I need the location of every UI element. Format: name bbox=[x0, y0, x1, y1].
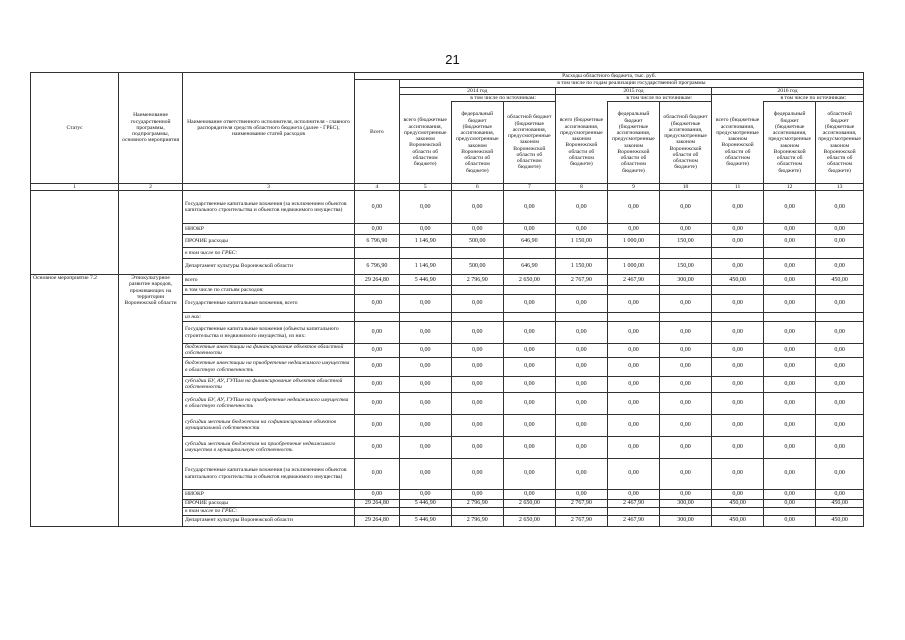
value-cell: 646,90 bbox=[503, 235, 555, 248]
value-cell: 2 467,90 bbox=[607, 515, 659, 526]
program-cell bbox=[119, 191, 183, 275]
value-cell bbox=[607, 313, 659, 322]
value-cell: 0,00 bbox=[503, 436, 555, 458]
row-label: в том числе по ГРБС: bbox=[182, 248, 354, 259]
row-label: бюджетные инвестиции на приобретение недвижимого имущества в областную собственность bbox=[182, 357, 354, 376]
value-cell: 0,00 bbox=[503, 489, 555, 499]
value-cell: 0,00 bbox=[712, 357, 764, 376]
value-cell: 0,00 bbox=[399, 376, 451, 392]
value-cell: 0,00 bbox=[503, 376, 555, 392]
col-regional-2014: областной бюджет (бюджетные ассигнования, предусмотренные законом Воронежской области об областном бюджете) bbox=[503, 102, 555, 184]
value-cell: 0,00 bbox=[660, 295, 712, 313]
value-cell: 1 146,90 bbox=[399, 235, 451, 248]
value-cell: 0,00 bbox=[451, 414, 503, 436]
value-cell: 0,00 bbox=[764, 489, 816, 499]
value-cell: 0,00 bbox=[816, 458, 864, 489]
value-cell: 0,00 bbox=[355, 295, 400, 313]
expenses-title: Расходы областного бюджета, тыс. руб. bbox=[355, 73, 864, 80]
value-cell: 0,00 bbox=[764, 259, 816, 275]
value-cell: 0,00 bbox=[764, 191, 816, 224]
value-cell: 29 264,80 bbox=[355, 499, 400, 507]
row-label: Департамент культуры Воронежской области bbox=[182, 515, 354, 526]
value-cell: 0,00 bbox=[816, 295, 864, 313]
column-number: 11 bbox=[712, 184, 764, 191]
value-cell: 0,00 bbox=[355, 344, 400, 358]
row-label: субсидии местным бюджетам на приобретение недвижимого имущества в муниципальную собственность bbox=[182, 436, 354, 458]
value-cell: 0,00 bbox=[451, 436, 503, 458]
program-name-header: Наименование государственной программы, подпрограммы, основного мероприятия bbox=[119, 73, 183, 184]
value-cell: 0,00 bbox=[712, 392, 764, 414]
row-label: Государственные капитальные вложения (за исключением объектов капитального строительства и объектов недвижимого имущества) bbox=[182, 191, 354, 224]
value-cell: 0,00 bbox=[712, 224, 764, 235]
value-cell bbox=[451, 248, 503, 259]
value-cell: 0,00 bbox=[712, 344, 764, 358]
value-cell: 0,00 bbox=[399, 357, 451, 376]
value-cell: 0,00 bbox=[712, 376, 764, 392]
sources-label-2014: в том числе по источникам: bbox=[451, 94, 555, 101]
value-cell: 0,00 bbox=[660, 224, 712, 235]
value-cell: 0,00 bbox=[712, 322, 764, 344]
value-cell: 0,00 bbox=[399, 224, 451, 235]
value-cell: 0,00 bbox=[399, 344, 451, 358]
value-cell: 0,00 bbox=[355, 489, 400, 499]
row-label: бюджетные инвестиции на финансирование объектов областной собственности bbox=[182, 344, 354, 358]
row-label: ПРОЧИЕ расходы bbox=[182, 235, 354, 248]
value-cell bbox=[607, 507, 659, 515]
value-cell bbox=[355, 248, 400, 259]
value-cell: 0,00 bbox=[660, 376, 712, 392]
row-label: НИОКР bbox=[182, 489, 354, 499]
column-number: 10 bbox=[660, 184, 712, 191]
value-cell: 0,00 bbox=[816, 322, 864, 344]
value-cell: 1 000,00 bbox=[607, 235, 659, 248]
value-cell: 0,00 bbox=[555, 392, 607, 414]
col-all-2015: всего (бюджетные ассигнования, предусмотренные законом Воронежской области об областном бюджете) bbox=[555, 102, 607, 184]
table-row bbox=[31, 191, 864, 224]
value-cell: 0,00 bbox=[451, 295, 503, 313]
value-cell: 0,00 bbox=[764, 414, 816, 436]
value-cell: 0,00 bbox=[355, 322, 400, 344]
value-cell: 0,00 bbox=[555, 322, 607, 344]
row-label: Департамент культуры Воронежской области bbox=[182, 259, 354, 275]
by-years-header: в том числе по годам реализации государственной программы bbox=[399, 80, 863, 87]
value-cell: 500,00 bbox=[451, 259, 503, 275]
value-cell: 0,00 bbox=[764, 295, 816, 313]
value-cell: 0,00 bbox=[355, 392, 400, 414]
value-cell: 0,00 bbox=[355, 436, 400, 458]
value-cell: 1 150,00 bbox=[555, 259, 607, 275]
row-label: из них: bbox=[182, 313, 354, 322]
value-cell: 0,00 bbox=[399, 295, 451, 313]
column-number: 3 bbox=[182, 184, 354, 191]
value-cell: 0,00 bbox=[399, 489, 451, 499]
value-cell: 0,00 bbox=[555, 436, 607, 458]
value-cell: 0,00 bbox=[712, 295, 764, 313]
value-cell: 0,00 bbox=[555, 376, 607, 392]
value-cell: 1 146,90 bbox=[399, 259, 451, 275]
value-cell: 0,00 bbox=[660, 414, 712, 436]
value-cell: 0,00 bbox=[712, 489, 764, 499]
value-cell: 0,00 bbox=[555, 224, 607, 235]
row-label: Государственные капитальные вложения (объекты капитального строительства и недвижимого имущества), из них: bbox=[182, 322, 354, 344]
value-cell: 0,00 bbox=[816, 344, 864, 358]
year-2014: 2014 год bbox=[399, 87, 555, 94]
value-cell: 2 767,90 bbox=[555, 275, 607, 286]
value-cell: 0,00 bbox=[660, 357, 712, 376]
value-cell: 0,00 bbox=[607, 376, 659, 392]
value-cell: 0,00 bbox=[355, 376, 400, 392]
value-cell: 5 446,90 bbox=[399, 275, 451, 286]
value-cell: 0,00 bbox=[660, 458, 712, 489]
value-cell: 0,00 bbox=[555, 458, 607, 489]
value-cell bbox=[712, 507, 764, 515]
column-number: 2 bbox=[119, 184, 183, 191]
value-cell: 0,00 bbox=[712, 191, 764, 224]
page-number: 21 bbox=[445, 52, 460, 67]
value-cell: 2 650,00 bbox=[503, 275, 555, 286]
value-cell: 0,00 bbox=[816, 489, 864, 499]
value-cell bbox=[355, 507, 400, 515]
value-cell: 0,00 bbox=[451, 392, 503, 414]
value-cell bbox=[764, 248, 816, 259]
value-cell bbox=[355, 286, 400, 295]
value-cell bbox=[816, 286, 864, 295]
value-cell: 0,00 bbox=[764, 392, 816, 414]
value-cell bbox=[660, 286, 712, 295]
column-number: 8 bbox=[555, 184, 607, 191]
value-cell: 0,00 bbox=[607, 322, 659, 344]
value-cell: 2 467,90 bbox=[607, 499, 659, 507]
row-label: всего bbox=[182, 275, 354, 286]
value-cell bbox=[451, 286, 503, 295]
value-cell: 1 150,00 bbox=[555, 235, 607, 248]
value-cell: 0,00 bbox=[555, 357, 607, 376]
value-cell bbox=[555, 507, 607, 515]
value-cell bbox=[503, 286, 555, 295]
value-cell: 0,00 bbox=[764, 322, 816, 344]
col-federal-2014: федеральный бюджет (бюджетные ассигнования, предусмотренные законом Воронежской области об областном бюджете) bbox=[451, 102, 503, 184]
value-cell bbox=[816, 313, 864, 322]
value-cell bbox=[764, 286, 816, 295]
value-cell: 0,00 bbox=[712, 458, 764, 489]
value-cell: 0,00 bbox=[451, 357, 503, 376]
value-cell: 0,00 bbox=[660, 392, 712, 414]
value-cell: 0,00 bbox=[503, 191, 555, 224]
value-cell: 0,00 bbox=[607, 392, 659, 414]
col-federal-2015: федеральный бюджет (бюджетные ассигнования, предусмотренные законом Воронежской области об областном бюджете) bbox=[607, 102, 659, 184]
value-cell: 450,00 bbox=[816, 499, 864, 507]
year-2015: 2015 год bbox=[555, 87, 711, 94]
column-number: 4 bbox=[355, 184, 400, 191]
value-cell: 6 796,90 bbox=[355, 259, 400, 275]
value-cell bbox=[399, 313, 451, 322]
row-label: ПРОЧИЕ расходы bbox=[182, 499, 354, 507]
value-cell bbox=[712, 313, 764, 322]
value-cell bbox=[764, 313, 816, 322]
value-cell: 0,00 bbox=[712, 235, 764, 248]
value-cell: 0,00 bbox=[660, 489, 712, 499]
value-cell bbox=[555, 286, 607, 295]
value-cell: 0,00 bbox=[712, 259, 764, 275]
value-cell: 1 000,00 bbox=[607, 259, 659, 275]
value-cell: 0,00 bbox=[816, 357, 864, 376]
value-cell: 0,00 bbox=[816, 414, 864, 436]
value-cell bbox=[451, 507, 503, 515]
value-cell: 29 264,80 bbox=[355, 515, 400, 526]
value-cell: 300,00 bbox=[660, 515, 712, 526]
value-cell: 0,00 bbox=[816, 376, 864, 392]
value-cell: 450,00 bbox=[712, 515, 764, 526]
value-cell: 0,00 bbox=[355, 458, 400, 489]
value-cell: 0,00 bbox=[399, 392, 451, 414]
status-cell: Основное мероприятие 7.2 bbox=[31, 275, 119, 527]
column-number: 13 bbox=[816, 184, 864, 191]
value-cell: 450,00 bbox=[816, 275, 864, 286]
value-cell bbox=[555, 248, 607, 259]
value-cell: 2 796,90 bbox=[451, 499, 503, 507]
value-cell: 300,00 bbox=[660, 499, 712, 507]
value-cell: 0,00 bbox=[503, 357, 555, 376]
value-cell bbox=[660, 248, 712, 259]
value-cell: 0,00 bbox=[607, 357, 659, 376]
value-cell: 0,00 bbox=[451, 376, 503, 392]
col-regional-2015: областной бюджет (бюджетные ассигнования, предусмотренные законом Воронежской области об областном бюджете) bbox=[660, 102, 712, 184]
value-cell: 0,00 bbox=[555, 295, 607, 313]
value-cell: 0,00 bbox=[816, 191, 864, 224]
column-number: 12 bbox=[764, 184, 816, 191]
value-cell: 0,00 bbox=[399, 458, 451, 489]
row-label: Государственные капитальные вложения, всего bbox=[182, 295, 354, 313]
value-cell: 0,00 bbox=[607, 489, 659, 499]
value-cell: 2 796,90 bbox=[451, 275, 503, 286]
value-cell: 5 446,90 bbox=[399, 499, 451, 507]
total-header: Всего bbox=[355, 80, 400, 184]
sources-label-2016: в том числе по источникам: bbox=[764, 94, 864, 101]
value-cell: 0,00 bbox=[555, 414, 607, 436]
value-cell: 150,00 bbox=[660, 235, 712, 248]
value-cell: 0,00 bbox=[607, 224, 659, 235]
value-cell bbox=[816, 248, 864, 259]
value-cell bbox=[660, 507, 712, 515]
value-cell: 0,00 bbox=[503, 414, 555, 436]
value-cell: 0,00 bbox=[712, 436, 764, 458]
row-label: НИОКР bbox=[182, 224, 354, 235]
value-cell: 0,00 bbox=[660, 322, 712, 344]
row-label: субсидии местным бюджетам на софинансирование объектов муниципальной собственности bbox=[182, 414, 354, 436]
value-cell bbox=[660, 313, 712, 322]
value-cell bbox=[399, 507, 451, 515]
value-cell: 0,00 bbox=[607, 414, 659, 436]
value-cell: 0,00 bbox=[451, 322, 503, 344]
table-row bbox=[31, 275, 864, 286]
value-cell bbox=[764, 507, 816, 515]
value-cell: 0,00 bbox=[607, 436, 659, 458]
column-numbers-row bbox=[31, 184, 864, 191]
value-cell: 0,00 bbox=[764, 235, 816, 248]
value-cell: 0,00 bbox=[660, 344, 712, 358]
value-cell: 0,00 bbox=[399, 414, 451, 436]
column-number: 5 bbox=[399, 184, 451, 191]
value-cell: 0,00 bbox=[555, 344, 607, 358]
value-cell: 0,00 bbox=[399, 191, 451, 224]
value-cell: 0,00 bbox=[503, 224, 555, 235]
value-cell bbox=[607, 286, 659, 295]
value-cell: 0,00 bbox=[764, 376, 816, 392]
value-cell: 2 767,90 bbox=[555, 499, 607, 507]
value-cell: 0,00 bbox=[555, 191, 607, 224]
value-cell: 6 796,90 bbox=[355, 235, 400, 248]
value-cell bbox=[503, 507, 555, 515]
col-all-2014: всего (бюджетные ассигнования, предусмотренные законом Воронежской области об областном бюджете) bbox=[399, 102, 451, 184]
value-cell: 2 767,90 bbox=[555, 515, 607, 526]
value-cell: 0,00 bbox=[660, 436, 712, 458]
program-cell: Этнокультурное развитие народов, проживающих на территории Воронежской области bbox=[119, 275, 183, 527]
value-cell: 5 446,90 bbox=[399, 515, 451, 526]
row-label: субсидии БУ, АУ, ГУПам на приобретение недвижимого имущества в областную собственность bbox=[182, 392, 354, 414]
value-cell: 0,00 bbox=[712, 414, 764, 436]
value-cell: 2 650,00 bbox=[503, 499, 555, 507]
value-cell: 0,00 bbox=[355, 224, 400, 235]
executor-header: Наименование ответственного исполнителя, исполнителя - главного распорядителя средств областного бюджета (далее - ГРБС), наименование статей расходов bbox=[182, 73, 354, 184]
value-cell: 0,00 bbox=[764, 515, 816, 526]
value-cell: 0,00 bbox=[607, 344, 659, 358]
value-cell: 0,00 bbox=[764, 499, 816, 507]
value-cell: 0,00 bbox=[816, 392, 864, 414]
value-cell bbox=[503, 313, 555, 322]
value-cell bbox=[712, 248, 764, 259]
value-cell: 450,00 bbox=[712, 499, 764, 507]
value-cell bbox=[712, 286, 764, 295]
value-cell: 0,00 bbox=[503, 392, 555, 414]
value-cell: 0,00 bbox=[764, 224, 816, 235]
value-cell: 450,00 bbox=[712, 275, 764, 286]
value-cell: 0,00 bbox=[451, 224, 503, 235]
value-cell: 0,00 bbox=[607, 458, 659, 489]
value-cell: 0,00 bbox=[451, 344, 503, 358]
value-cell: 0,00 bbox=[399, 322, 451, 344]
value-cell: 0,00 bbox=[555, 489, 607, 499]
value-cell: 300,00 bbox=[660, 275, 712, 286]
row-label: в том числе по статьям расходов: bbox=[182, 286, 354, 295]
value-cell: 0,00 bbox=[764, 436, 816, 458]
value-cell: 0,00 bbox=[816, 224, 864, 235]
value-cell: 500,00 bbox=[451, 235, 503, 248]
column-number: 6 bbox=[451, 184, 503, 191]
value-cell bbox=[555, 313, 607, 322]
value-cell: 0,00 bbox=[816, 259, 864, 275]
value-cell: 0,00 bbox=[451, 458, 503, 489]
value-cell: 450,00 bbox=[816, 515, 864, 526]
value-cell: 2 650,00 bbox=[503, 515, 555, 526]
value-cell: 0,00 bbox=[503, 344, 555, 358]
value-cell: 2 796,90 bbox=[451, 515, 503, 526]
value-cell bbox=[399, 248, 451, 259]
status-header: Статус bbox=[31, 73, 119, 184]
value-cell: 150,00 bbox=[660, 259, 712, 275]
row-label: Государственные капитальные вложения (за исключением объектов капитального строительства и объектов недвижимого имущества) bbox=[182, 458, 354, 489]
value-cell: 0,00 bbox=[355, 191, 400, 224]
status-cell bbox=[31, 191, 119, 275]
value-cell: 0,00 bbox=[451, 489, 503, 499]
value-cell: 0,00 bbox=[451, 191, 503, 224]
value-cell: 0,00 bbox=[660, 191, 712, 224]
value-cell: 0,00 bbox=[607, 295, 659, 313]
value-cell: 0,00 bbox=[503, 295, 555, 313]
column-number: 9 bbox=[607, 184, 659, 191]
value-cell: 0,00 bbox=[503, 458, 555, 489]
col-regional-2016: областной бюджет (бюджетные ассигнования, предусмотренные законом Воронежской области об областном бюджете) bbox=[816, 102, 864, 184]
value-cell bbox=[355, 313, 400, 322]
value-cell: 0,00 bbox=[816, 235, 864, 248]
value-cell bbox=[451, 313, 503, 322]
value-cell: 0,00 bbox=[355, 357, 400, 376]
value-cell bbox=[607, 248, 659, 259]
value-cell bbox=[503, 248, 555, 259]
value-cell bbox=[399, 286, 451, 295]
expenses-table bbox=[30, 72, 864, 527]
col-all-2016: всего (бюджетные ассигнования, предусмотренные законом Воронежской области об областном бюджете) bbox=[712, 102, 764, 184]
table-body bbox=[31, 73, 864, 527]
value-cell: 0,00 bbox=[764, 275, 816, 286]
value-cell bbox=[816, 507, 864, 515]
row-label: субсидии БУ, АУ, ГУПам на финансирование объектов областной собственности bbox=[182, 376, 354, 392]
sources-label-2015: в том числе по источникам: bbox=[607, 94, 711, 101]
col-federal-2016: федеральный бюджет (бюджетные ассигнования, предусмотренные законом Воронежской области об областном бюджете) bbox=[764, 102, 816, 184]
value-cell: 0,00 bbox=[399, 436, 451, 458]
value-cell: 0,00 bbox=[764, 344, 816, 358]
row-label: в том числе по ГРБС: bbox=[182, 507, 354, 515]
value-cell: 0,00 bbox=[607, 191, 659, 224]
value-cell: 29 264,80 bbox=[355, 275, 400, 286]
value-cell: 0,00 bbox=[503, 322, 555, 344]
column-number: 7 bbox=[503, 184, 555, 191]
year-2016: 2016 год bbox=[712, 87, 864, 94]
value-cell: 0,00 bbox=[355, 414, 400, 436]
value-cell: 0,00 bbox=[764, 458, 816, 489]
value-cell: 0,00 bbox=[816, 436, 864, 458]
value-cell: 646,90 bbox=[503, 259, 555, 275]
value-cell: 2 467,90 bbox=[607, 275, 659, 286]
value-cell: 0,00 bbox=[764, 357, 816, 376]
column-number: 1 bbox=[31, 184, 119, 191]
